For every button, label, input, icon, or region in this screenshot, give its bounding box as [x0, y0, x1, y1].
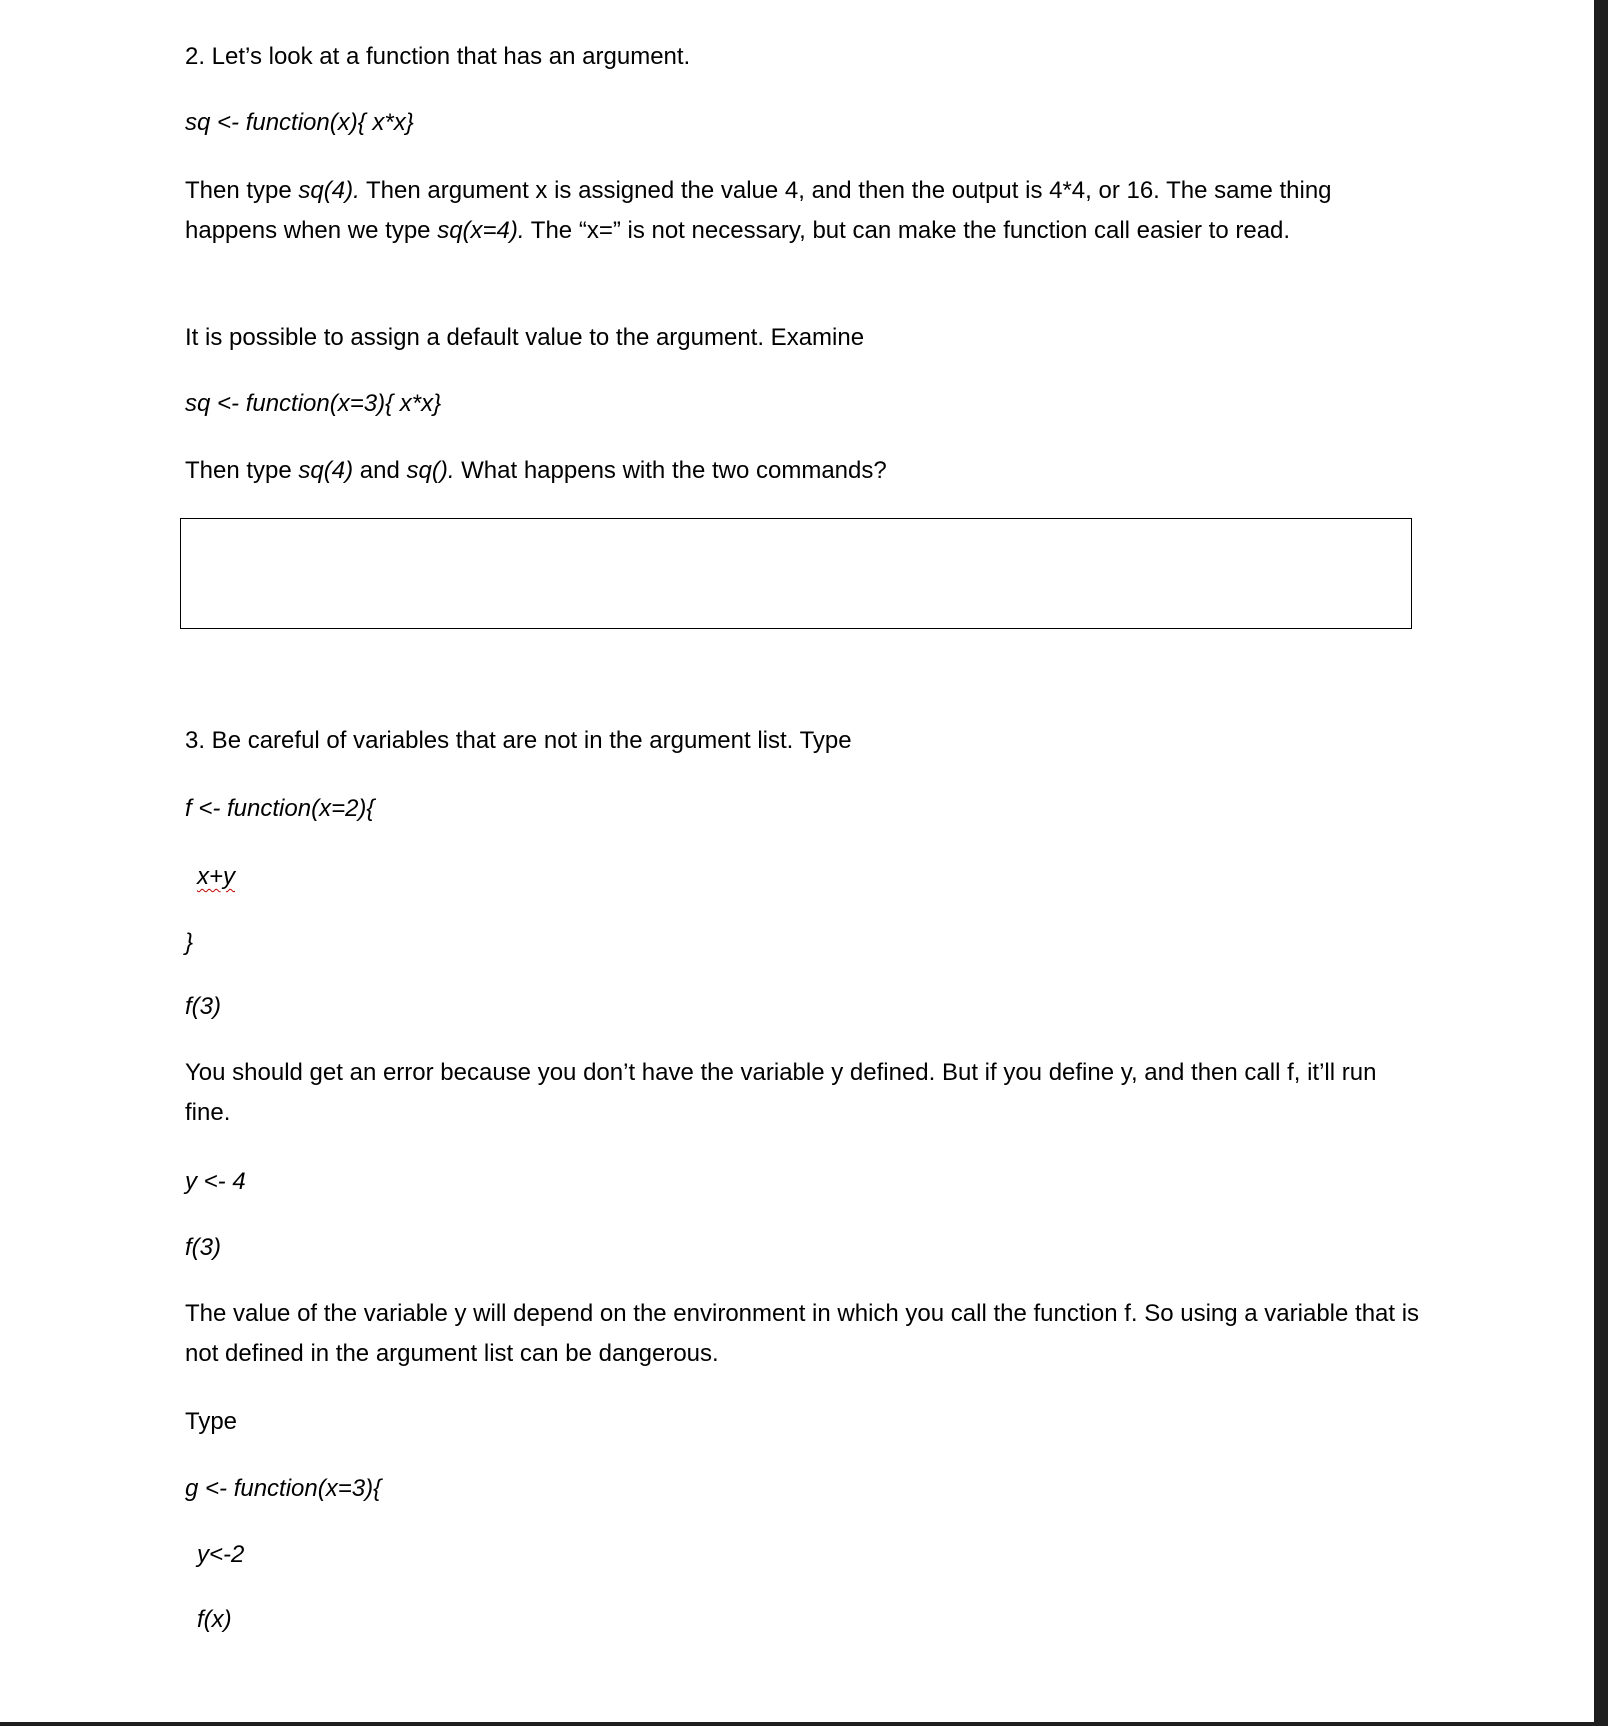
code-y-assignment: y <- 4 [185, 1168, 246, 1195]
text-run: and [353, 457, 407, 484]
code-f-definition-line-3: } [185, 929, 194, 956]
section-2-question [185, 451, 887, 491]
type-label: Type [185, 1408, 238, 1435]
code-f-definition-line-2 [197, 857, 235, 897]
code-f-call-1: f(3) [185, 993, 221, 1020]
text-run: The “x=” is not necessary, but can make the function call easier to read. [524, 217, 1291, 244]
text-run: What happens with the two commands? [454, 457, 887, 484]
code-sq-definition: sq <- function(x){ x*x} [185, 109, 414, 136]
code-f-call-2: f(3) [185, 1234, 221, 1261]
text-run: Then argument x is assigned the value 4, and then the output is 4*4, or 16. The same thing happens when we type [185, 177, 1332, 244]
text-run: Then type [185, 177, 299, 204]
section-2-heading: 2. Let’s look at a function that has an argument. [185, 43, 691, 70]
code-sq-default-definition: sq <- function(x=3){ x*x} [185, 390, 442, 417]
code-g-definition-line-3: f(x) [197, 1606, 232, 1633]
code-inline-sq4: sq(4) [298, 457, 354, 484]
code-inline-sq-x4: sq(x=4). [437, 217, 525, 244]
code-g-definition-line-1: g <- function(x=3){ [185, 1475, 382, 1502]
window-right-edge [1594, 0, 1608, 1726]
section-3-paragraph-1: You should get an error because you don’t have the variable y defined. But if you define y, and then call f, it’ll run fine. [185, 1059, 1377, 1126]
code-inline-sq-empty: sq(). [406, 457, 455, 484]
section-3-heading: 3. Be careful of variables that are not in the argument list. Type [185, 727, 852, 754]
section-2-paragraph-2: It is possible to assign a default value to the argument. Examine [185, 324, 865, 351]
text-run: Then type [185, 457, 299, 484]
window-bottom-edge [0, 1722, 1608, 1726]
code-g-definition-line-2: y<-2 [197, 1541, 245, 1568]
spellcheck-underlined-text: x+y [197, 863, 236, 890]
code-f-definition-line-1: f <- function(x=2){ [185, 795, 375, 822]
section-3-paragraph-2: The value of the variable y will depend on the environment in which you call the function f. So using a variable that is not defined in the argument list can be dangerous. [185, 1300, 1420, 1367]
answer-text-box[interactable] [180, 518, 1412, 629]
section-2-paragraph-1 [185, 171, 1425, 251]
code-inline-sq4: sq(4). [298, 177, 360, 204]
